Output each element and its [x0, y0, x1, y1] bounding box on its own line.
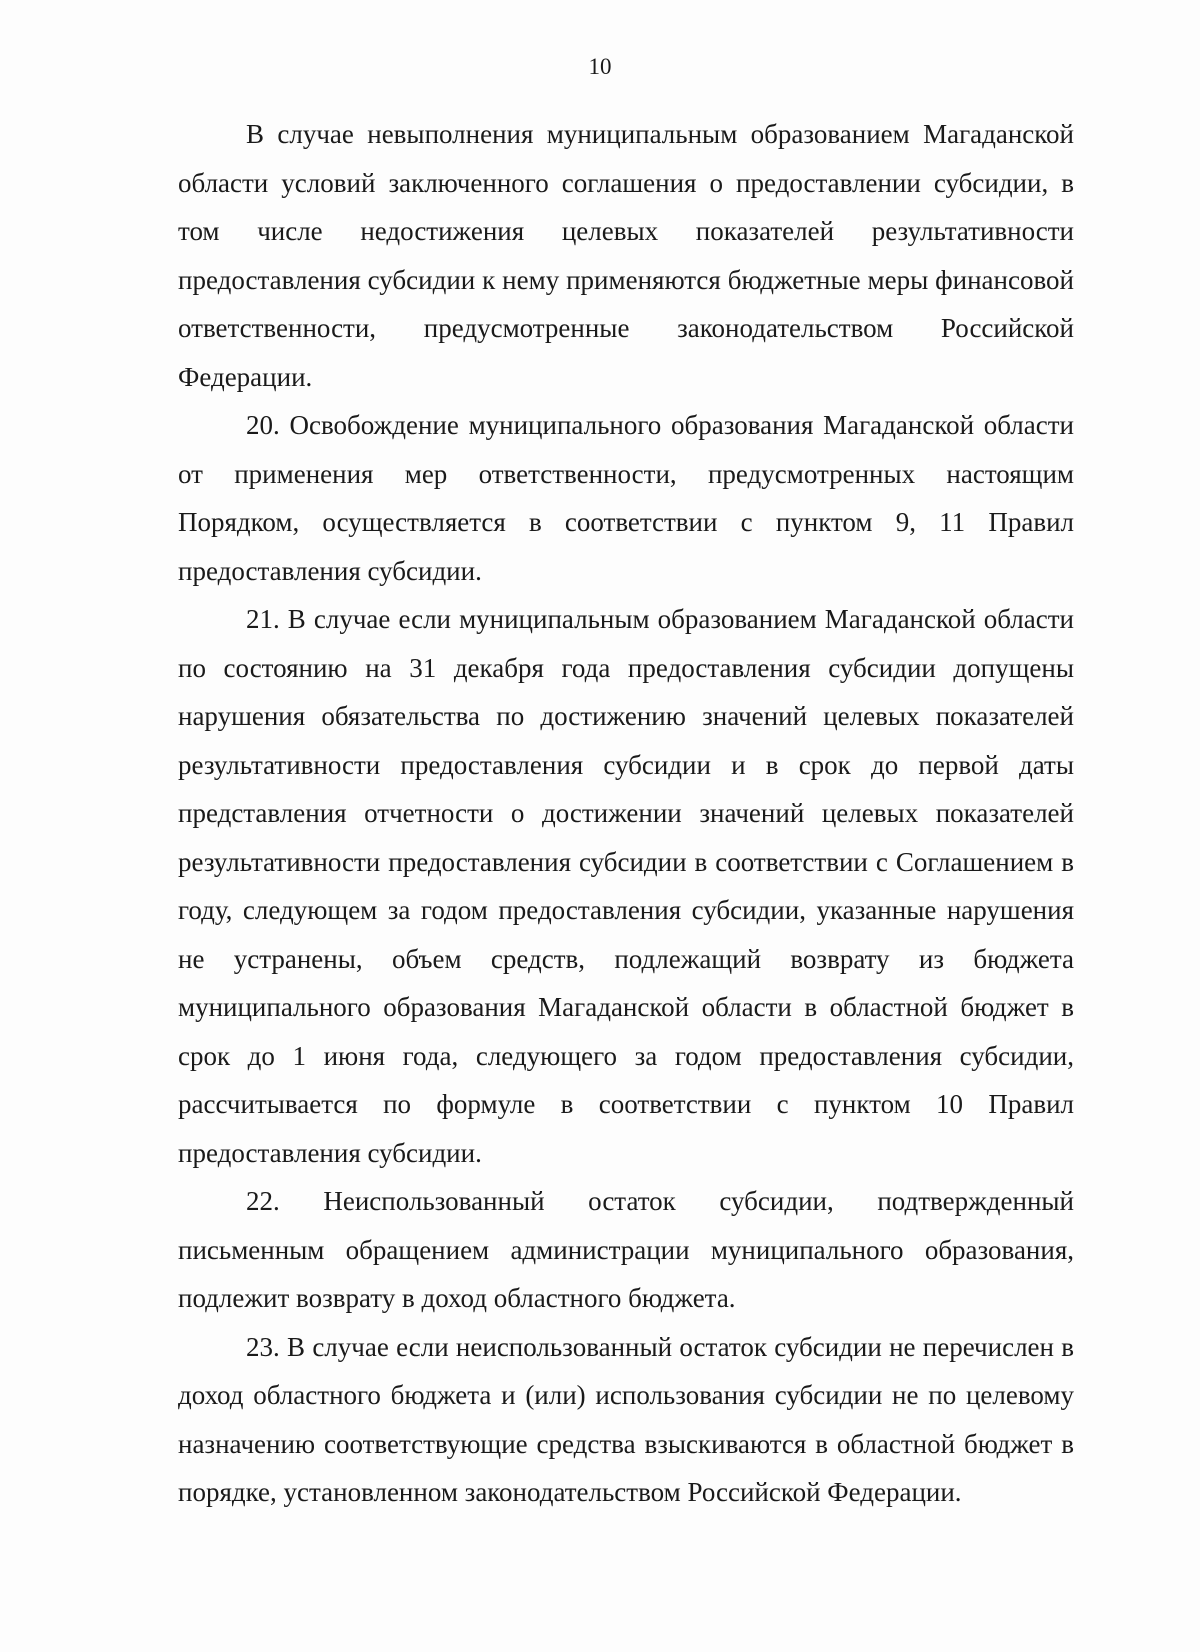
paragraph-financial-responsibility: В случае невыполнения муниципальным образованием Магаданской области условий заключенного соглашения о предоставлении субсидии, в том числе недостижения целевых показателей результативности предоставления субсидии к нему применяются бюджетные меры финансовой ответственности, предусмотренные законодательством Российской Федерации. — [178, 119, 1074, 392]
page-number: 10 — [588, 54, 612, 79]
document-body — [178, 110, 1074, 1517]
paragraph-23-recovery: 23. В случае если неиспользованный остаток субсидии не перечислен в доход областного бюджета и (или) использования субсидии не по целевому назначению соответствующие средства взыскиваются в областной бюджет в порядке, установленном законодательством Российской Федерации. — [178, 1331, 1074, 1507]
paragraph-21-violations-refund: 21. В случае если муниципальным образованием Магаданской области по состоянию на 31 декабря года предоставления субсидии допущены нарушения обязательства по достижению значений целевых показателей результативности предоставления субсидии и в срок до первой даты представления отчетности о достижении значений целевых показателей результативности предоставления субсидии в соответствии с Соглашением в году, следующем за годом предоставления субсидии, указанные нарушения не устранены, объем средств, подлежащий возврату из бюджета муниципального образования Магаданской области в областной бюджет в срок до 1 июня года, следующего за годом предоставления субсидии, рассчитывается по формуле в соответствии с пунктом 10 Правил предоставления субсидии. — [178, 604, 1074, 1168]
paragraph-22-unused-balance: 22. Неиспользованный остаток субсидии, подтвержденный письменным обращением администрации муниципального образования, подлежит возврату в доход областного бюджета. — [178, 1186, 1074, 1313]
paragraph-20-exemption: 20. Освобождение муниципального образования Магаданской области от применения мер ответственности, предусмотренных настоящим Порядком, осуществляется в соответствии с пунктом 9, 11 Правил предоставления субсидии. — [178, 410, 1074, 586]
